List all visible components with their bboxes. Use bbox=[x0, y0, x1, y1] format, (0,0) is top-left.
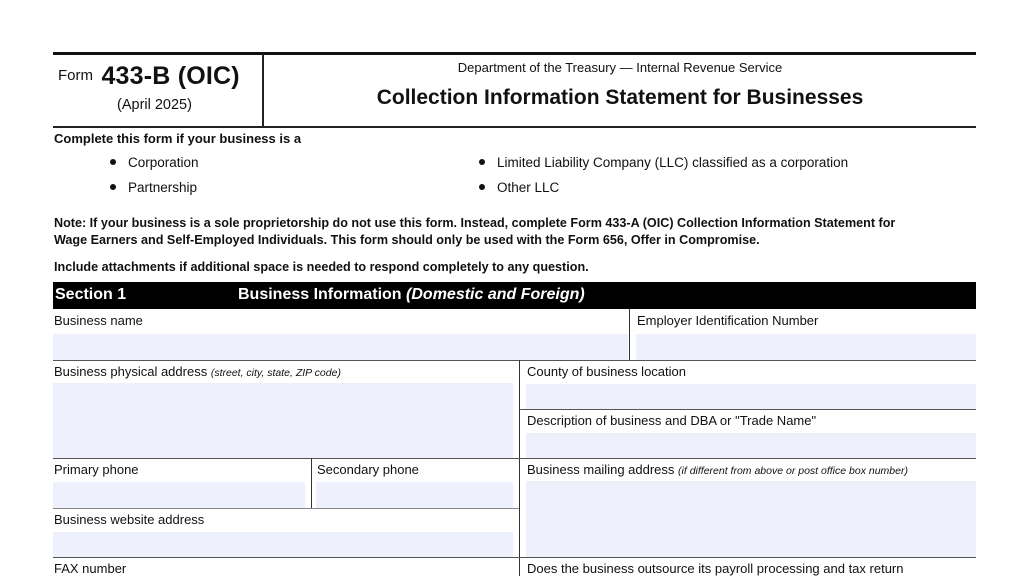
eligibility-heading: Complete this form if your business is a bbox=[54, 131, 302, 146]
agency-name: Department of the Treasury — Internal Revenue Service bbox=[457, 60, 783, 75]
mailing-address-label: Business mailing address (if different from above or post office box number) bbox=[527, 462, 908, 477]
header-bottom-rule bbox=[53, 126, 976, 128]
primary-phone-field bbox=[53, 459, 305, 508]
website-field bbox=[53, 509, 513, 557]
ein-field bbox=[636, 310, 976, 360]
mailing-address-input[interactable] bbox=[526, 481, 976, 557]
primary-phone-label: Primary phone bbox=[54, 462, 139, 477]
physical-address-input[interactable] bbox=[53, 383, 513, 458]
website-input[interactable] bbox=[53, 532, 513, 557]
primary-phone-input[interactable] bbox=[53, 482, 305, 508]
county-input[interactable] bbox=[526, 384, 976, 409]
bullet-icon bbox=[479, 159, 485, 165]
entity-type-item: Other LLC bbox=[479, 180, 559, 195]
outsource-question-field bbox=[526, 558, 976, 576]
ein-label: Employer Identification Number bbox=[637, 313, 819, 328]
field-divider bbox=[629, 309, 630, 360]
fax-label: FAX number bbox=[54, 561, 127, 576]
outsource-question-label: Does the business outsource its payroll processing and tax return bbox=[527, 561, 904, 576]
form-word: Form bbox=[58, 67, 93, 84]
secondary-phone-input[interactable] bbox=[316, 482, 513, 508]
business-description-input[interactable] bbox=[526, 433, 976, 458]
form-revision-date: (April 2025) bbox=[117, 97, 192, 113]
county-label: County of business location bbox=[527, 364, 686, 379]
ein-input[interactable] bbox=[636, 334, 976, 360]
field-divider bbox=[311, 458, 312, 508]
business-name-field bbox=[53, 310, 628, 360]
business-name-label: Business name bbox=[54, 313, 143, 328]
business-description-label: Description of business and DBA or "Trade Name" bbox=[527, 413, 817, 428]
header-top-rule bbox=[53, 52, 976, 55]
column-divider bbox=[519, 360, 520, 576]
fax-field bbox=[53, 558, 513, 576]
entity-type-item: Corporation bbox=[110, 155, 199, 170]
secondary-phone-label: Secondary phone bbox=[317, 462, 419, 477]
county-field bbox=[526, 361, 976, 409]
bullet-icon bbox=[110, 184, 116, 190]
website-label: Business website address bbox=[54, 512, 205, 527]
section-1-header bbox=[53, 282, 976, 309]
entity-type-item: Limited Liability Company (LLC) classified as a corporation bbox=[479, 155, 848, 170]
form-identifier bbox=[58, 62, 240, 91]
business-description-field bbox=[526, 410, 976, 458]
section-title: Business Information (Domestic and Foreign) bbox=[238, 286, 585, 303]
secondary-phone-field bbox=[316, 459, 513, 508]
sole-proprietor-note: Note: If your business is a sole proprietorship do not use this form. Instead, complete Form 433-A (OIC) Collection Information Statement for Wage Earners and Self-Employed Individuals. This form should only be used with the Form 656, Offer in Compromise. bbox=[54, 216, 896, 247]
mailing-address-field bbox=[526, 459, 976, 557]
form-number: 433-B (OIC) bbox=[101, 62, 240, 90]
attachments-instruction: Include attachments if additional space is needed to respond completely to any question. bbox=[54, 260, 589, 274]
form-title: Collection Information Statement for Businesses bbox=[376, 86, 864, 109]
bullet-icon bbox=[479, 184, 485, 190]
entity-type-item: Partnership bbox=[110, 180, 197, 195]
business-name-input[interactable] bbox=[53, 334, 628, 360]
physical-address-field bbox=[53, 361, 513, 458]
section-number: Section 1 bbox=[55, 286, 127, 303]
physical-address-label: Business physical address (street, city, state, ZIP code) bbox=[54, 364, 341, 379]
bullet-icon bbox=[110, 159, 116, 165]
